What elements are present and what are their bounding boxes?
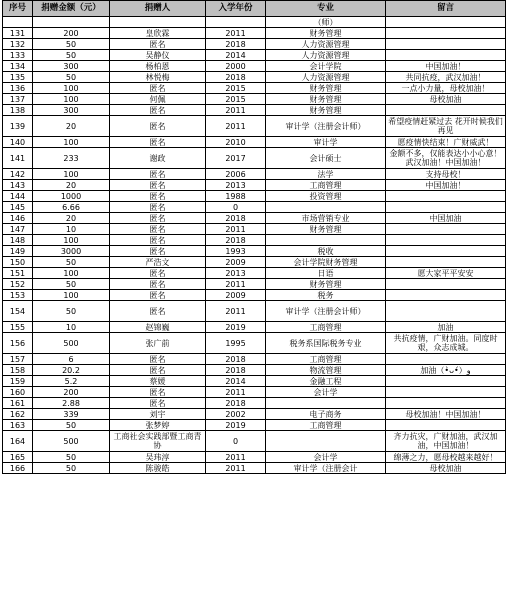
cell-no: 141 (3, 148, 33, 169)
cell-major: 物流管理 (266, 365, 386, 376)
cell-donor: 吴玮淳 (110, 452, 206, 463)
table-row (3, 333, 506, 354)
cell-year: 2011 (206, 224, 266, 235)
cell-donor: 匿名 (110, 398, 206, 409)
cell-amount: 50 (33, 39, 110, 50)
cell-donor: 陈骏皓 (110, 463, 206, 474)
cell-donor: 匿名 (110, 224, 206, 235)
cell-major (266, 202, 386, 213)
cell-year: 1988 (206, 191, 266, 202)
cell-donor: 匿名 (110, 83, 206, 94)
cell-year: 2011 (206, 279, 266, 290)
table-row (3, 105, 506, 116)
cell-amount: 2.88 (33, 398, 110, 409)
header-donor: 捐赠人 (110, 1, 206, 17)
cell-year: 2009 (206, 290, 266, 301)
cell-amount: 233 (33, 148, 110, 169)
cell-year: 2011 (206, 105, 266, 116)
cell-message: 共同抗疫，武汉加油！ (386, 72, 506, 83)
cell-year: 2011 (206, 387, 266, 398)
cell-year: 2018 (206, 72, 266, 83)
cell-no: 138 (3, 105, 33, 116)
cell-message: 中国加油！ (386, 61, 506, 72)
cell-major: 税务 (266, 290, 386, 301)
table-row (3, 191, 506, 202)
cell-major: 审计学（注册会计师） (266, 301, 386, 322)
partial-row (3, 17, 506, 28)
cell-amount: 100 (33, 137, 110, 148)
cell-message (386, 105, 506, 116)
cell-no: 154 (3, 301, 33, 322)
donation-table (2, 0, 506, 474)
cell-amount: 50 (33, 301, 110, 322)
cell-year: 2009 (206, 257, 266, 268)
cell-donor: 赵锦巍 (110, 322, 206, 333)
header-row (3, 1, 506, 17)
cell-year: 2018 (206, 398, 266, 409)
cell-no: 131 (3, 28, 33, 39)
table-row (3, 290, 506, 301)
cell-message (386, 376, 506, 387)
cell-amount: 50 (33, 257, 110, 268)
cell-no: 151 (3, 268, 33, 279)
cell-year: 2019 (206, 420, 266, 431)
cell-message: 愿疫情快结束！广财威武！ (386, 137, 506, 148)
table-row (3, 322, 506, 333)
cell-amount: 50 (33, 420, 110, 431)
cell-no: 159 (3, 376, 33, 387)
table-row (3, 365, 506, 376)
cell-message (386, 50, 506, 61)
cell-amount: 100 (33, 83, 110, 94)
table-row (3, 39, 506, 50)
cell-amount: 100 (33, 94, 110, 105)
cell-message: 加油（•̀ᴗ•́）و (386, 365, 506, 376)
cell-message (386, 246, 506, 257)
cell-year: 2011 (206, 28, 266, 39)
cell-donor: 张广前 (110, 333, 206, 354)
cell-message: 金额不多，仅能表达小小心意！武汉加油！中国加油！ (386, 148, 506, 169)
cell-amount: 20.2 (33, 365, 110, 376)
cell-donor: 匿名 (110, 365, 206, 376)
cell-year: 2013 (206, 268, 266, 279)
cell-year: 2010 (206, 137, 266, 148)
cell-donor: 匿名 (110, 354, 206, 365)
cell-amount: 3000 (33, 246, 110, 257)
cell-major: 法学 (266, 169, 386, 180)
table-row (3, 213, 506, 224)
cell-donor: 匿名 (110, 387, 206, 398)
cell-no: 142 (3, 169, 33, 180)
table-row (3, 202, 506, 213)
cell-donor: 皇欣霖 (110, 28, 206, 39)
cell-donor: 匿名 (110, 246, 206, 257)
cell-year: 2000 (206, 61, 266, 72)
cell-donor: 匿名 (110, 301, 206, 322)
cell-year: 2002 (206, 409, 266, 420)
cell-year: 2011 (206, 301, 266, 322)
cell-major: 财务管理 (266, 279, 386, 290)
cell-message: 绵薄之力，愿母校越来越好！ (386, 452, 506, 463)
cell-no: 145 (3, 202, 33, 213)
cell-amount: 500 (33, 431, 110, 452)
cell-donor: 匿名 (110, 202, 206, 213)
cell-donor: 何佩 (110, 94, 206, 105)
cell-year: 2018 (206, 354, 266, 365)
cell-message: 母校加油 (386, 463, 506, 474)
cell-year: 2015 (206, 94, 266, 105)
cell-amount: 50 (33, 50, 110, 61)
cell-donor: 匿名 (110, 39, 206, 50)
partial-major: （师） (266, 17, 386, 28)
cell-major: 会计学院 (266, 61, 386, 72)
cell-message (386, 354, 506, 365)
cell-no: 137 (3, 94, 33, 105)
cell-no: 136 (3, 83, 33, 94)
table-row (3, 28, 506, 39)
cell-amount: 5.2 (33, 376, 110, 387)
cell-donor: 工商社会实践部暨工商青协 (110, 431, 206, 452)
cell-message (386, 224, 506, 235)
cell-no: 139 (3, 116, 33, 137)
table-row (3, 50, 506, 61)
cell-message: 支持母校！ (386, 169, 506, 180)
cell-message (386, 398, 506, 409)
cell-year: 2018 (206, 213, 266, 224)
cell-major: 投资管理 (266, 191, 386, 202)
cell-major: 财务管理 (266, 28, 386, 39)
cell-major: 工商管理 (266, 420, 386, 431)
cell-year: 2011 (206, 452, 266, 463)
table-row (3, 376, 506, 387)
cell-message: 中国加油！ (386, 180, 506, 191)
cell-no: 155 (3, 322, 33, 333)
cell-year: 2017 (206, 148, 266, 169)
table-row (3, 169, 506, 180)
cell-no: 163 (3, 420, 33, 431)
cell-year: 2011 (206, 116, 266, 137)
cell-donor: 匿名 (110, 290, 206, 301)
cell-major: 人力资源管理 (266, 72, 386, 83)
cell-no: 166 (3, 463, 33, 474)
cell-donor: 匿名 (110, 279, 206, 290)
cell-donor: 杨柏恩 (110, 61, 206, 72)
cell-no: 160 (3, 387, 33, 398)
cell-amount: 10 (33, 224, 110, 235)
table-row (3, 409, 506, 420)
cell-amount: 200 (33, 28, 110, 39)
cell-donor: 匿名 (110, 213, 206, 224)
cell-amount: 1000 (33, 191, 110, 202)
table-row (3, 301, 506, 322)
cell-message (386, 191, 506, 202)
cell-donor: 匿名 (110, 169, 206, 180)
table-row (3, 224, 506, 235)
cell-no: 158 (3, 365, 33, 376)
cell-major: 财务管理 (266, 105, 386, 116)
cell-major: 工商管理 (266, 354, 386, 365)
cell-no: 150 (3, 257, 33, 268)
cell-donor: 匿名 (110, 268, 206, 279)
cell-major: 审计学（注册会计师） (266, 116, 386, 137)
header-major: 专业 (266, 1, 386, 17)
cell-major: 财务管理 (266, 224, 386, 235)
cell-major (266, 235, 386, 246)
cell-major: 会计硕士 (266, 148, 386, 169)
cell-message (386, 202, 506, 213)
cell-year: 2018 (206, 365, 266, 376)
table-row (3, 148, 506, 169)
cell-major: 税收 (266, 246, 386, 257)
cell-major: 市场营销专业 (266, 213, 386, 224)
cell-no: 148 (3, 235, 33, 246)
header-amount: 捐赠金额（元） (33, 1, 110, 17)
cell-year: 2015 (206, 83, 266, 94)
cell-amount: 10 (33, 322, 110, 333)
cell-year: 2019 (206, 322, 266, 333)
cell-major (266, 398, 386, 409)
cell-amount: 100 (33, 268, 110, 279)
cell-major (266, 431, 386, 452)
cell-amount: 100 (33, 290, 110, 301)
cell-major: 审计学 (266, 137, 386, 148)
cell-major: 日语 (266, 268, 386, 279)
table-row (3, 94, 506, 105)
cell-no: 164 (3, 431, 33, 452)
cell-year: 2006 (206, 169, 266, 180)
cell-amount: 200 (33, 387, 110, 398)
cell-year: 2013 (206, 180, 266, 191)
table-row (3, 180, 506, 191)
cell-no: 140 (3, 137, 33, 148)
cell-donor: 谢政 (110, 148, 206, 169)
cell-message: 共抗疫情，广财加油。同度时艰，众志成城。 (386, 333, 506, 354)
cell-message: 希望疫情赶紧过去 花开时候我们再见 (386, 116, 506, 137)
cell-message (386, 387, 506, 398)
table-row (3, 235, 506, 246)
cell-no: 133 (3, 50, 33, 61)
cell-amount: 50 (33, 72, 110, 83)
cell-no: 143 (3, 180, 33, 191)
cell-no: 146 (3, 213, 33, 224)
cell-no: 149 (3, 246, 33, 257)
cell-major: 审计学（注册会计 (266, 463, 386, 474)
cell-major: 税务系国际税务专业 (266, 333, 386, 354)
cell-message (386, 290, 506, 301)
cell-donor: 匿名 (110, 235, 206, 246)
cell-major: 会计学院财务管理 (266, 257, 386, 268)
cell-message: 加油 (386, 322, 506, 333)
cell-amount: 50 (33, 279, 110, 290)
cell-donor: 匿名 (110, 191, 206, 202)
table-row (3, 431, 506, 452)
cell-major: 电子商务 (266, 409, 386, 420)
cell-year: 2018 (206, 235, 266, 246)
cell-message (386, 235, 506, 246)
table-row (3, 257, 506, 268)
cell-donor: 匿名 (110, 180, 206, 191)
table-row (3, 279, 506, 290)
cell-year: 0 (206, 431, 266, 452)
cell-no: 162 (3, 409, 33, 420)
cell-amount: 50 (33, 463, 110, 474)
cell-year: 2018 (206, 39, 266, 50)
table-row (3, 116, 506, 137)
cell-amount: 6.66 (33, 202, 110, 213)
cell-major: 工商管理 (266, 180, 386, 191)
cell-message: 中国加油 (386, 213, 506, 224)
cell-amount: 20 (33, 180, 110, 191)
cell-no: 157 (3, 354, 33, 365)
header-year: 入学年份 (206, 1, 266, 17)
cell-no: 165 (3, 452, 33, 463)
cell-major: 财务管理 (266, 83, 386, 94)
cell-donor: 吴静仪 (110, 50, 206, 61)
cell-donor: 匿名 (110, 116, 206, 137)
cell-donor: 蔡媛 (110, 376, 206, 387)
cell-major: 人力资源管理 (266, 50, 386, 61)
cell-year: 2014 (206, 50, 266, 61)
cell-major: 财务管理 (266, 94, 386, 105)
cell-amount: 300 (33, 61, 110, 72)
cell-no: 147 (3, 224, 33, 235)
table-row (3, 246, 506, 257)
cell-major: 人力资源管理 (266, 39, 386, 50)
cell-no: 152 (3, 279, 33, 290)
cell-donor: 林悦梅 (110, 72, 206, 83)
cell-amount: 50 (33, 452, 110, 463)
cell-message: 母校加油！中国加油！ (386, 409, 506, 420)
cell-no: 144 (3, 191, 33, 202)
cell-message (386, 39, 506, 50)
cell-message (386, 257, 506, 268)
cell-no: 156 (3, 333, 33, 354)
cell-year: 0 (206, 202, 266, 213)
cell-message: 愿大家平平安安 (386, 268, 506, 279)
cell-major: 工商管理 (266, 322, 386, 333)
header-no: 序号 (3, 1, 33, 17)
cell-donor: 刘宇 (110, 409, 206, 420)
cell-no: 134 (3, 61, 33, 72)
cell-amount: 300 (33, 105, 110, 116)
cell-year: 2014 (206, 376, 266, 387)
cell-message: 一点小力量，母校加油！ (386, 83, 506, 94)
cell-message (386, 420, 506, 431)
header-message: 留言 (386, 1, 506, 17)
table-row (3, 387, 506, 398)
cell-donor: 匿名 (110, 105, 206, 116)
table-row (3, 398, 506, 409)
cell-no: 135 (3, 72, 33, 83)
cell-message (386, 301, 506, 322)
cell-major: 金融工程 (266, 376, 386, 387)
cell-no: 132 (3, 39, 33, 50)
cell-major: 会计学 (266, 387, 386, 398)
cell-amount: 20 (33, 116, 110, 137)
table-row (3, 420, 506, 431)
cell-amount: 100 (33, 169, 110, 180)
cell-amount: 6 (33, 354, 110, 365)
cell-message (386, 28, 506, 39)
cell-message: 母校加油 (386, 94, 506, 105)
cell-no: 153 (3, 290, 33, 301)
table-row (3, 137, 506, 148)
cell-amount: 20 (33, 213, 110, 224)
cell-donor: 严浩文 (110, 257, 206, 268)
cell-message: 齐力抗灾，广财加油，武汉加油，中国加油！ (386, 431, 506, 452)
table-row (3, 61, 506, 72)
table-row (3, 268, 506, 279)
cell-year: 1995 (206, 333, 266, 354)
table-row (3, 83, 506, 94)
table-row (3, 72, 506, 83)
table-row (3, 354, 506, 365)
cell-donor: 匿名 (110, 137, 206, 148)
cell-year: 1993 (206, 246, 266, 257)
table-row (3, 452, 506, 463)
cell-amount: 500 (33, 333, 110, 354)
cell-message (386, 279, 506, 290)
cell-no: 161 (3, 398, 33, 409)
cell-major: 会计学 (266, 452, 386, 463)
cell-amount: 339 (33, 409, 110, 420)
cell-amount: 100 (33, 235, 110, 246)
table-row (3, 463, 506, 474)
cell-donor: 张梦婷 (110, 420, 206, 431)
cell-year: 2011 (206, 463, 266, 474)
